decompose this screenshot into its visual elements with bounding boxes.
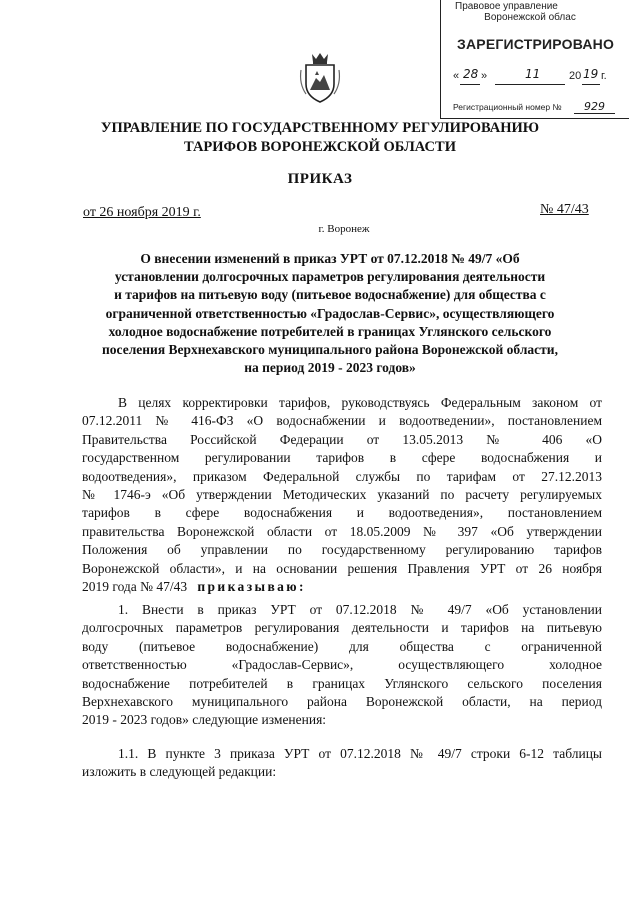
stamp-org-line1: Правовое управление — [455, 1, 558, 12]
subject-line: установлении долгосрочных параметров регулирования деятельности — [114, 269, 546, 285]
item-1-1-paragraph — [82, 745, 602, 782]
stamp-reg-number: 929 — [574, 100, 615, 114]
registration-stamp — [440, 0, 629, 119]
paragraph-line: 1.1. В пункте 3 приказа УРТ от 07.12.2018 № 49/7 строки 6-12 таблицы — [118, 746, 602, 761]
paragraph-line: государственном регулировании тарифов в сфере водоснабжения и — [82, 450, 602, 466]
stamp-date-line — [453, 67, 625, 86]
paragraph-line: Положения об управлении по государственному регулированию тарифов — [82, 542, 602, 558]
paragraph-line: правительства Воронежской области от 18.05.2009 № 397 «Об утверждении — [82, 523, 602, 539]
stamp-date-month: 11 — [525, 67, 541, 81]
coat-of-arms-emblem — [298, 50, 342, 104]
subject-line: и тарифов на питьевую воду (питьевое водоснабжение) для общества с — [114, 287, 546, 303]
stamp-date-day: 28 — [463, 67, 479, 81]
document-date: от 26 ноября 2019 г. — [83, 205, 201, 220]
subject-line: поселения Верхнехавского муниципального района Воронежской области, — [102, 342, 558, 358]
stamp-registered-label: ЗАРЕГИСТРИРОВАНО — [457, 36, 615, 52]
paragraph-line: 1. Внести в приказ УРТ от 07.12.2018 № 49/7 «Об установлении — [118, 602, 602, 617]
stamp-date-suffix: г. — [601, 70, 607, 82]
stamp-reg-number-line — [453, 100, 625, 113]
organization-title — [0, 119, 640, 157]
organization-title-line2: ТАРИФОВ ВОРОНЕЖСКОЙ ОБЛАСТИ — [184, 139, 456, 155]
subject-line: на период 2019 - 2023 годов» — [244, 360, 416, 376]
stamp-org-line2: Воронежской облас — [484, 12, 576, 23]
paragraph-line: № 1746-э «Об утверждении Методических указаний по расчету регулируемых — [82, 487, 602, 503]
paragraph-line: 07.12.2011 № 416-ФЗ «О водоснабжении и водоотведении», постановлением — [82, 413, 602, 429]
order-word: приказываю: — [197, 579, 306, 595]
paragraph-line: долгосрочных параметров регулирования деятельности и тарифов на питьевую — [82, 620, 602, 636]
stamp-date-year-prefix: 20 — [569, 70, 582, 82]
document-number: № 47/43 — [540, 202, 589, 217]
subject-line: О внесении изменений в приказ УРТ от 07.12.2018 № 49/7 «Об — [140, 251, 520, 266]
paragraph-line: 2019 - 2023 годов» следующие изменения: — [82, 712, 327, 728]
organization-title-line1: УПРАВЛЕНИЕ ПО ГОСУДАРСТВЕННОМУ РЕГУЛИРОВАНИЮ — [100, 120, 540, 136]
stamp-date-year: 19 — [583, 67, 599, 81]
paragraph-line: ответственностью «Градослав-Сервис», осуществляющего холодное — [82, 657, 602, 673]
decision-reference: 2019 года № 47/43 — [82, 579, 188, 595]
document-type: ПРИКАЗ — [287, 171, 353, 187]
item-1-paragraph — [82, 601, 602, 730]
subject-line: холодное водоснабжение потребителей в границах Углянского сельского — [108, 323, 552, 339]
subject-line: ограниченной ответственностью «Градослав-Сервис», осуществляющего — [105, 305, 555, 321]
paragraph-last-line — [82, 578, 602, 596]
paragraph-line: Верхнехавского муниципального района Воронежской области, на период — [82, 694, 602, 710]
paragraph-line: В целях корректировки тарифов, руководствуясь Федеральным законом от — [118, 395, 602, 410]
paragraph-line: воду (питьевое водоснабжение) для общества с ограниченной — [82, 638, 602, 654]
stamp-date-open-quote: « — [453, 70, 460, 82]
stamp-reg-number-label: Регистрационный номер № — [453, 102, 562, 112]
document-subject — [80, 250, 580, 377]
paragraph-line: водоотведения», приказом Федеральной службы по тарифам от 27.12.2013 — [82, 468, 602, 484]
preamble-paragraph — [82, 394, 602, 596]
paragraph-line: водоснабжение потребителей в границах Углянского сельского поселения — [82, 675, 602, 691]
paragraph-line: Воронежской области», и на основании решения Правления УРТ от 26 ноября — [82, 560, 602, 576]
paragraph-line: тарифов в сфере водоснабжения и водоотведения», постановлением — [82, 505, 602, 521]
paragraph-line: изложить в следующей редакции: — [82, 764, 277, 780]
stamp-date-close-quote: » — [481, 70, 488, 82]
paragraph-line: Правительства Российской Федерации от 13.05.2013 № 406 «О — [82, 431, 602, 447]
document-city: г. Воронеж — [318, 223, 370, 235]
